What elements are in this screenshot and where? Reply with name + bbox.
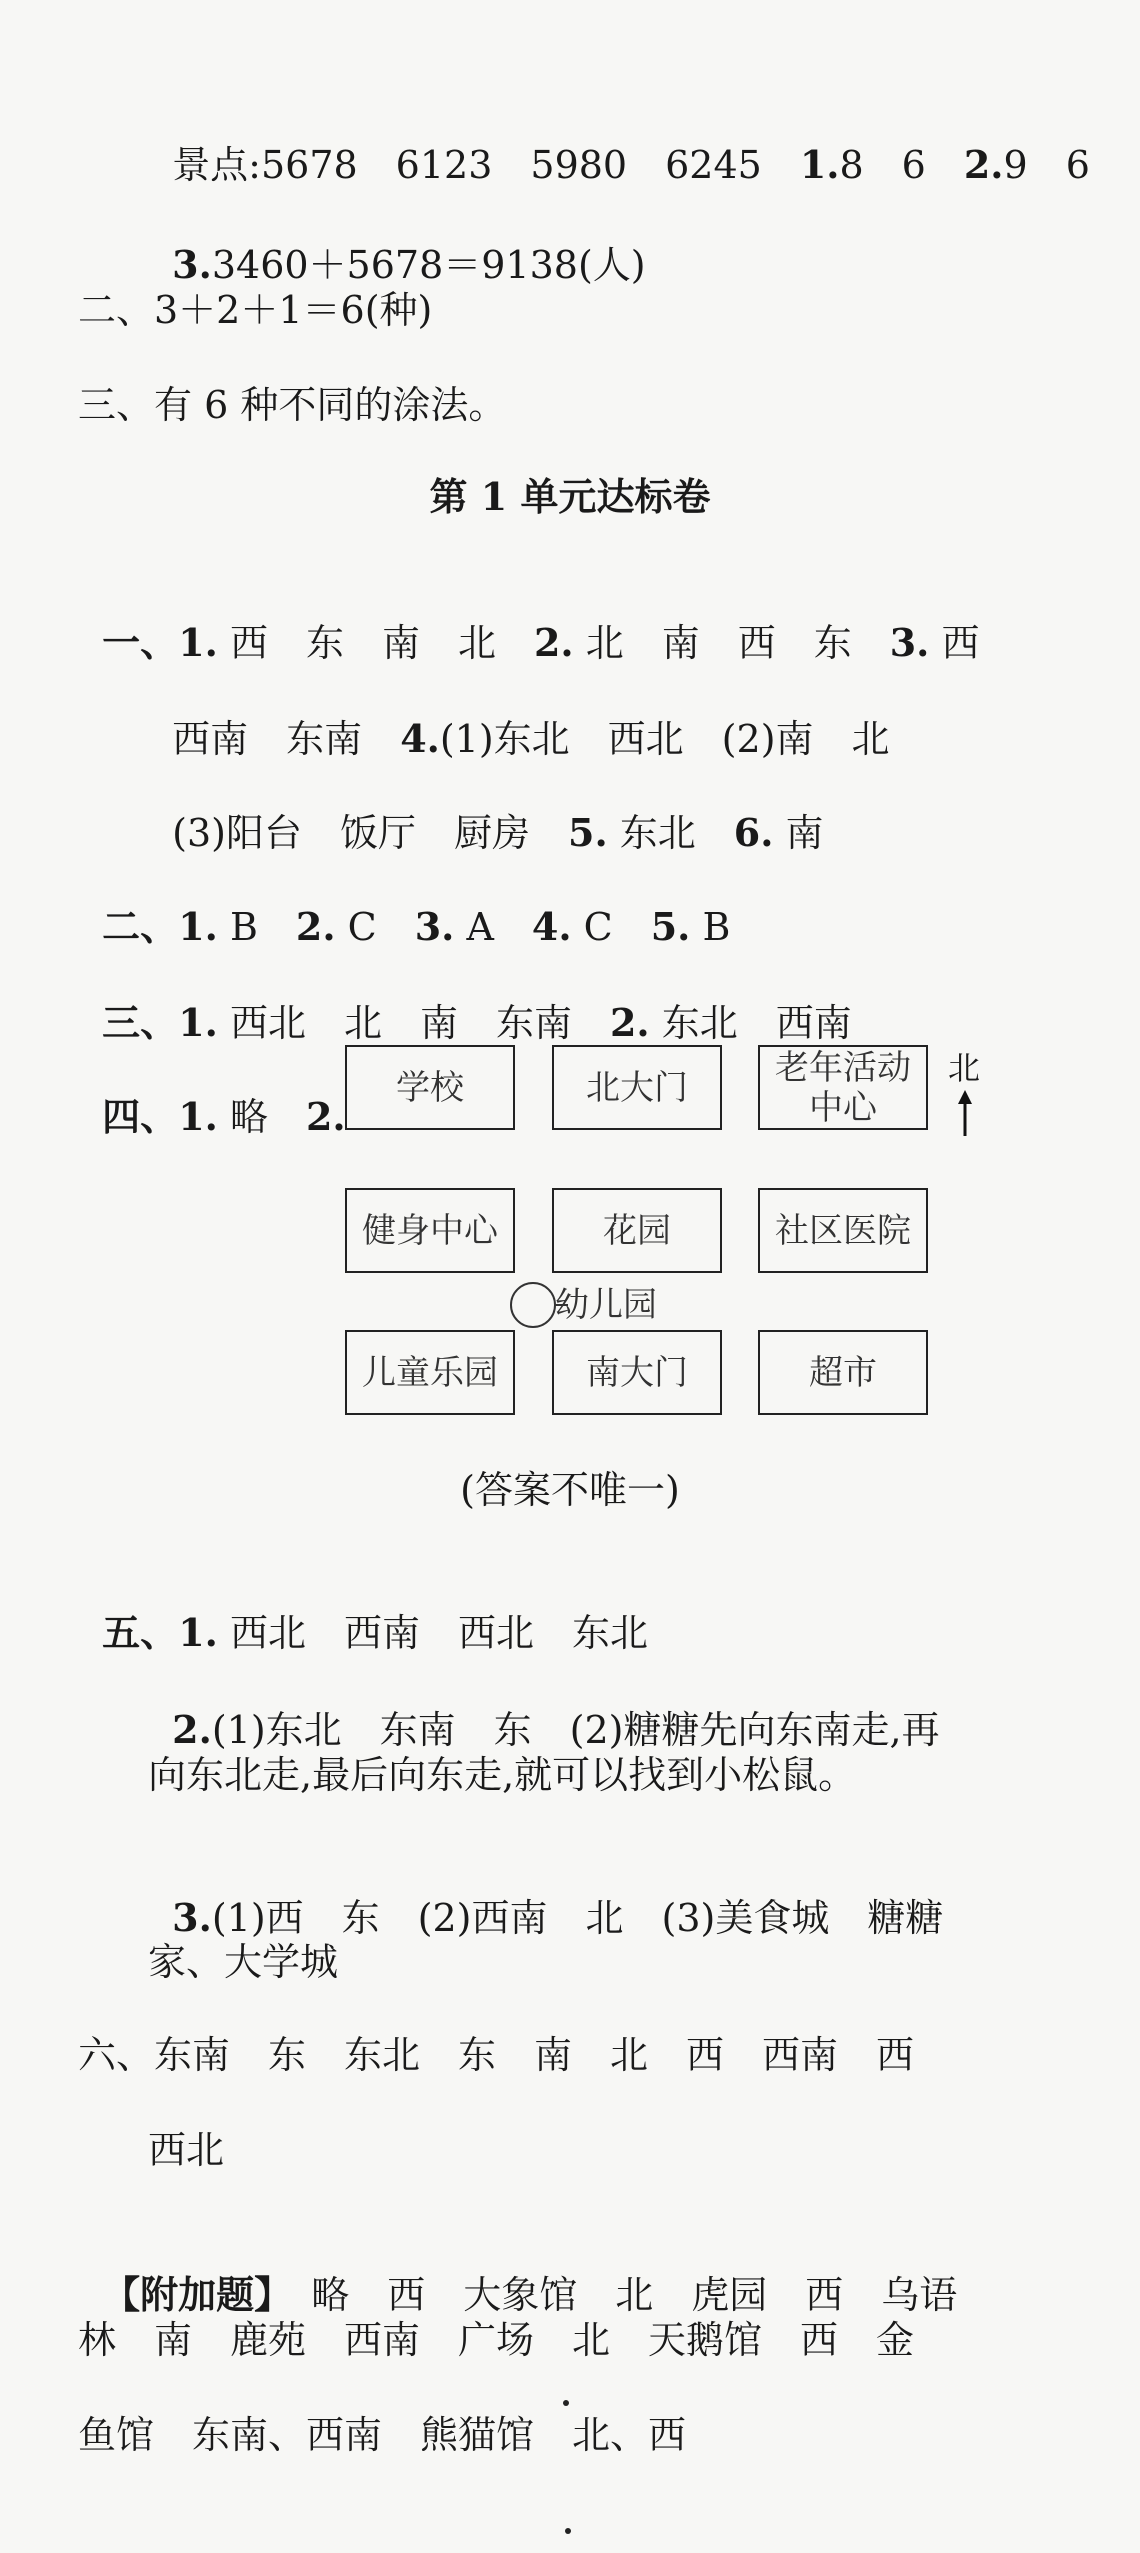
item-number: 3.	[172, 1895, 212, 1940]
section-5-line-3: 向东北走,最后向东走,就可以找到小松鼠。	[148, 1753, 857, 1797]
line-text: 3460＋5678＝9138(人)	[211, 243, 646, 287]
map-box-garden: 花园	[552, 1188, 722, 1273]
north-label: 北	[948, 1049, 981, 1087]
answer-text: (1)西 东 (2)西南 北 (3)美食城 糖糖	[211, 1896, 944, 1940]
section-3-line	[78, 948, 852, 1048]
answer-note: (答案不唯一)	[460, 1468, 680, 1512]
section-5-line-2	[148, 1655, 940, 1755]
item-number: 6.	[733, 810, 774, 855]
section-4-line	[78, 1042, 346, 1142]
item-number: 1.	[178, 1094, 218, 1139]
item-number: 4.	[400, 716, 440, 761]
item-number: 4.	[531, 904, 572, 949]
item-number: 2.	[295, 904, 336, 949]
map-box-label: 老年活动中心	[775, 1047, 911, 1128]
item-number: 1.	[178, 1000, 218, 1045]
item-number: 5.	[568, 810, 608, 855]
answer-line-3: 二、3＋2＋1＝6(种)	[78, 288, 433, 332]
section-2-line	[78, 852, 730, 952]
kindergarten-label: 幼儿园	[555, 1285, 657, 1325]
section-5-line-1	[78, 1558, 648, 1658]
answer-text: 东北 西南	[649, 1001, 852, 1045]
answer-text: C	[571, 905, 651, 949]
item-number: 2.	[533, 620, 574, 665]
answer-text: 西北 西南 西北 东北	[217, 1611, 648, 1655]
answer-line-2	[148, 190, 646, 290]
item-number: 3.	[889, 620, 930, 665]
answer-text: 西南 东南	[172, 717, 401, 761]
answer-text: 略 西 大象馆 北 虎园 西 乌语	[273, 2273, 958, 2317]
item-number: 2.	[172, 1707, 212, 1752]
item-number: 1.	[178, 1610, 218, 1655]
answer-text: 西	[929, 621, 980, 665]
answer-text: 北 南 西 东	[573, 621, 890, 665]
item-number: 2.	[609, 1000, 650, 1045]
answer-text: 略	[217, 1095, 306, 1139]
item-number: 2.	[963, 142, 1004, 187]
answer-text: B	[690, 905, 731, 949]
map-box-playground: 儿童乐园	[345, 1330, 515, 1415]
answer-line-1	[148, 90, 1090, 190]
section-head: 三、	[102, 1000, 179, 1045]
north-arrow-icon	[957, 1090, 973, 1138]
extra-line-3: 鱼馆 东南、西南 熊猫馆 北、西	[78, 2413, 687, 2457]
answer-text: 西北 北 南 东南	[217, 1001, 610, 1045]
item-number: 5.	[650, 904, 691, 949]
section-head: 二、	[102, 904, 179, 949]
section-head: 四、	[102, 1094, 179, 1139]
map-box-supermarket: 超市	[758, 1330, 928, 1415]
section-5-line-4	[148, 1843, 943, 1943]
section-1-line-1	[78, 568, 979, 668]
section-1-line-2	[148, 664, 890, 764]
answer-text: 南	[773, 811, 824, 855]
map-box-senior-center	[758, 1045, 928, 1130]
map-box-clinic: 社区医院	[758, 1188, 928, 1273]
extra-head: 【附加题】	[102, 2272, 274, 2317]
answer-text: (1)东北 东南 东 (2)糖糖先向东南走,再	[211, 1708, 940, 1752]
map-box-south-gate: 南大门	[552, 1330, 722, 1415]
section-6-line-2: 西北	[148, 2128, 225, 2172]
item-number: 1.	[799, 142, 840, 187]
section-head: 五、	[102, 1610, 179, 1655]
item-number: 1.	[178, 620, 218, 665]
line-text: 8 6	[839, 143, 964, 187]
section-5-line-5: 家、大学城	[148, 1940, 339, 1984]
scan-mark	[563, 2400, 569, 2406]
item-number: 3.	[172, 242, 212, 287]
item-number: 2.	[305, 1094, 346, 1139]
map-box-fitness-center: 健身中心	[345, 1188, 515, 1273]
section-6-line-1: 六、东南 东 东北 东 南 北 西 西南 西	[78, 2033, 915, 2077]
extra-line-1	[78, 2220, 957, 2320]
answer-text: (3)阳台 饭厅 厨房	[172, 811, 568, 855]
line-text: 9 6	[1003, 143, 1090, 187]
unit-title: 第 1 单元达标卷	[429, 474, 711, 519]
section-1-line-3	[148, 758, 824, 858]
answer-text: A	[454, 905, 532, 949]
answer-text: B	[217, 905, 296, 949]
item-number: 1.	[178, 904, 218, 949]
extra-line-2: 林 南 鹿苑 西南 广场 北 天鹅馆 西 金	[78, 2318, 915, 2362]
map-box-north-gate: 北大门	[552, 1045, 722, 1130]
line-text: 景点:5678 6123 5980 6245	[172, 143, 800, 187]
answer-line-4: 三、有 6 种不同的涂法。	[78, 383, 507, 427]
answer-text: 东北	[607, 811, 734, 855]
answer-text: C	[335, 905, 415, 949]
section-head: 一、	[102, 620, 179, 665]
scan-mark	[565, 2528, 571, 2534]
answer-text: (1)东北 西北 (2)南 北	[439, 717, 890, 761]
answer-text: 西 东 南 北	[217, 621, 534, 665]
item-number: 3.	[414, 904, 455, 949]
map-box-school: 学校	[345, 1045, 515, 1130]
